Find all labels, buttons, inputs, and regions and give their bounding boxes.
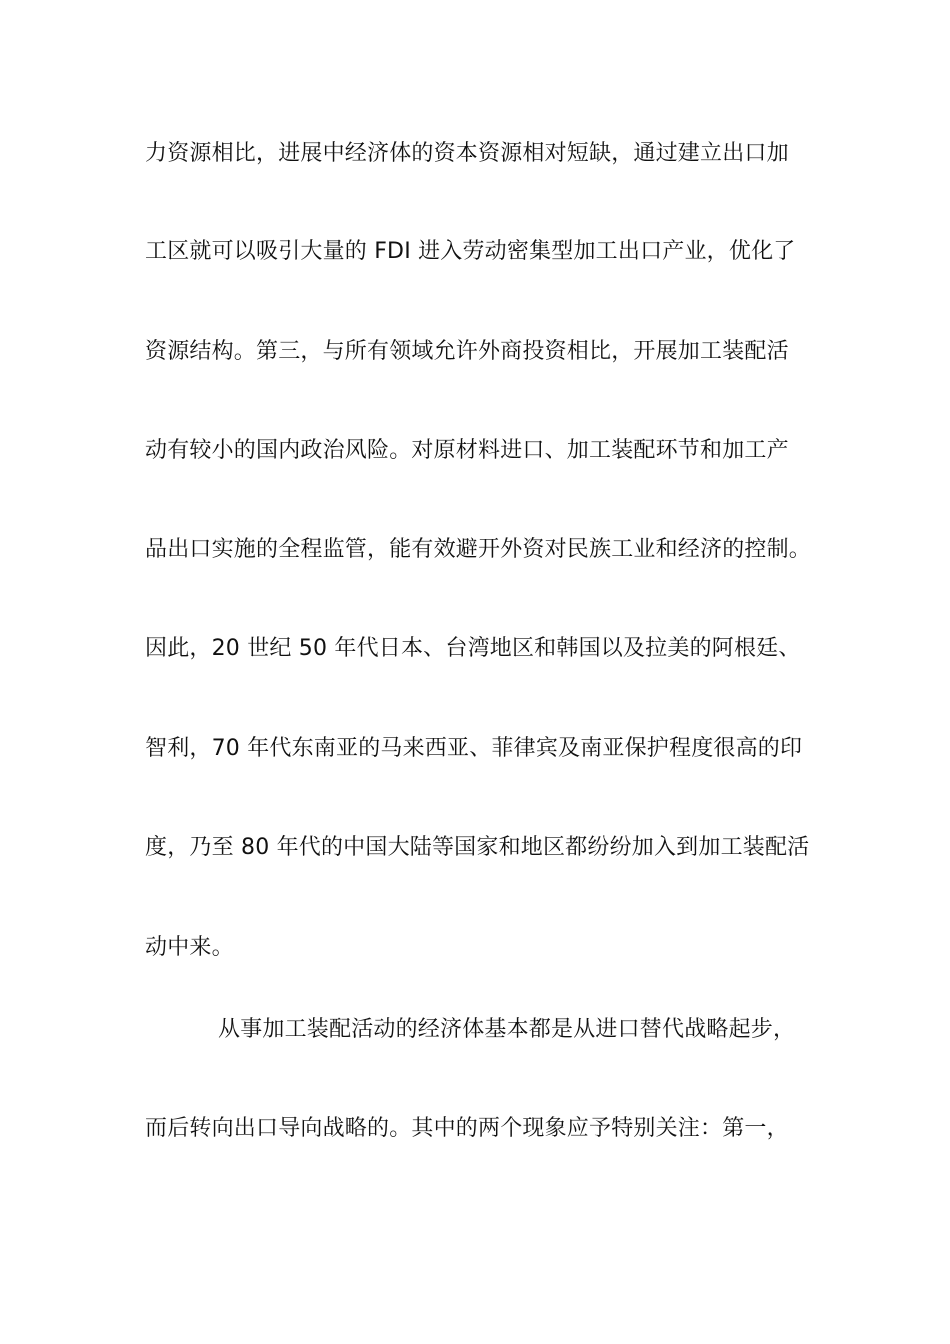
- text-line: 动有较小的国内政治风险。对原材料进口、加工装配环节和加工产: [145, 438, 789, 463]
- text-line: 工区就可以吸引大量的 FDI 进入劳动密集型加工出口产业，优化了: [145, 239, 796, 264]
- text-line: 因此，20 世纪 50 年代日本、台湾地区和韩国以及拉美的阿根廷、: [145, 636, 801, 661]
- text-line: 动中来。: [145, 935, 234, 960]
- text-line: 度，乃至 80 年代的中国大陆等国家和地区都纷纷加入到加工装配活: [145, 835, 810, 860]
- text-line: 智利，70 年代东南亚的马来西亚、菲律宾及南亚保护程度很高的印: [145, 736, 803, 761]
- text-line: 力资源相比，进展中经济体的资本资源相对短缺，通过建立出口加: [145, 141, 789, 166]
- text-line: 品出口实施的全程监管，能有效避开外资对民族工业和经济的控制。: [145, 537, 812, 562]
- text-line: 资源结构。第三，与所有领域允许外商投资相比，开展加工装配活: [145, 339, 789, 364]
- text-line: 而后转向出口导向战略的。其中的两个现象应予特别关注：第一，: [145, 1116, 789, 1141]
- text-line: 从事加工装配活动的经济体基本都是从进口替代战略起步，: [218, 1017, 796, 1042]
